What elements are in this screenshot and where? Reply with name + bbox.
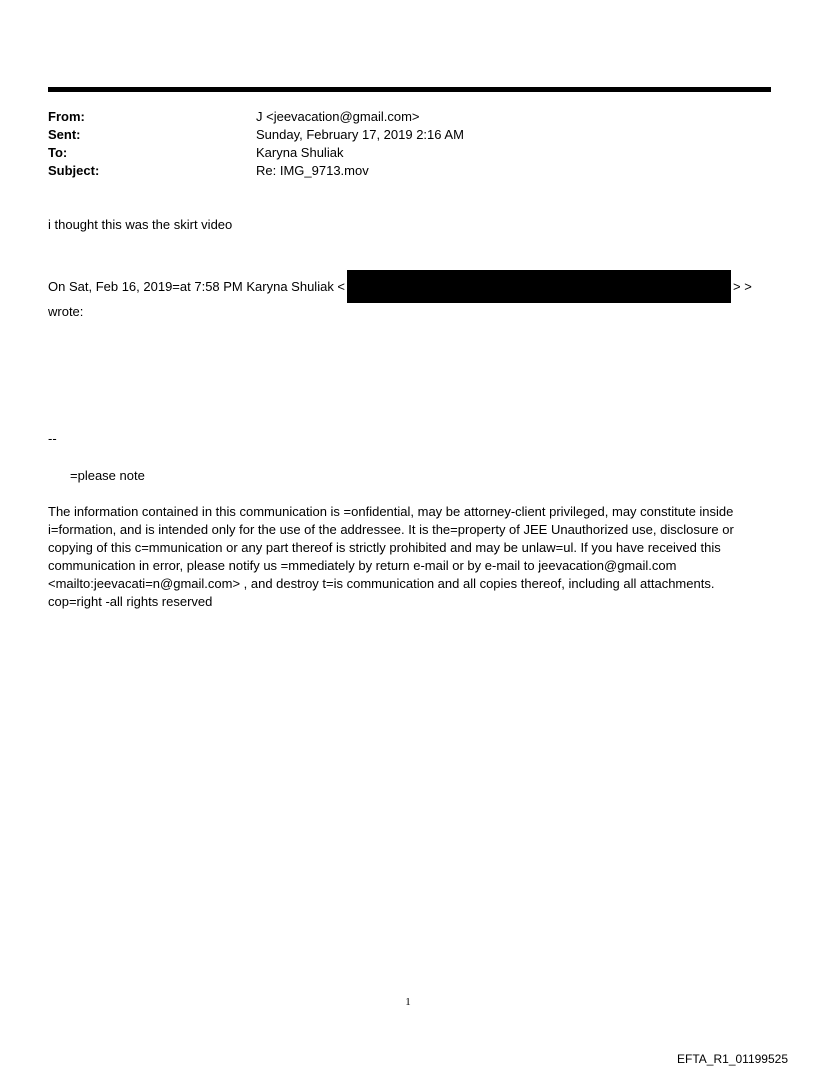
signature-separator: -- [48, 431, 57, 446]
sent-label: Sent: [48, 127, 81, 142]
quote-attribution [48, 270, 771, 321]
header-rule [48, 87, 771, 92]
from-row [48, 108, 771, 126]
sent-row [48, 126, 771, 144]
bates-number: EFTA_R1_01199525 [677, 1052, 788, 1066]
to-label: To: [48, 145, 68, 160]
redaction-box [347, 270, 731, 303]
message-text: i thought this was the skirt video [48, 217, 233, 232]
from-label: From: [48, 109, 85, 124]
to-row [48, 144, 771, 162]
please-note: =please note [70, 468, 145, 483]
to-value: Karyna Shuliak [256, 145, 344, 160]
disclaimer-text: The information contained in this communication is =onfidential, may be attorney-client privileged, may constitute inside i=formation, and is intended only for the use of the addressee. It is the=property of JEE Unauthorized use, disclosure or copying of this c=mmunication or any part thereof is strictly prohibited and may be unlaw=ul. If you have received this communication in error, please notify us =mmediately by return e-mail or by e-mail to jeevacation@gmail.com <mailto:jeevacati=n@gmail.com> , and destroy t=is communication and all copies thereof, including all attachments. cop=right -all rights reserved [48, 504, 734, 609]
subject-row [48, 162, 771, 180]
quote-wrote: wrote: [48, 304, 84, 319]
quote-prefix: On Sat, Feb 16, 2019=at 7:58 PM Karyna Shuliak < [48, 279, 346, 294]
from-value: J <jeevacation@gmail.com> [256, 109, 420, 124]
page-number: 1 [405, 996, 411, 1008]
subject-value: Re: IMG_9713.mov [256, 163, 369, 178]
email-header [48, 108, 771, 180]
quote-suffix: > > [733, 279, 752, 294]
subject-label: Subject: [48, 163, 100, 178]
sent-value: Sunday, February 17, 2019 2:16 AM [256, 127, 464, 142]
